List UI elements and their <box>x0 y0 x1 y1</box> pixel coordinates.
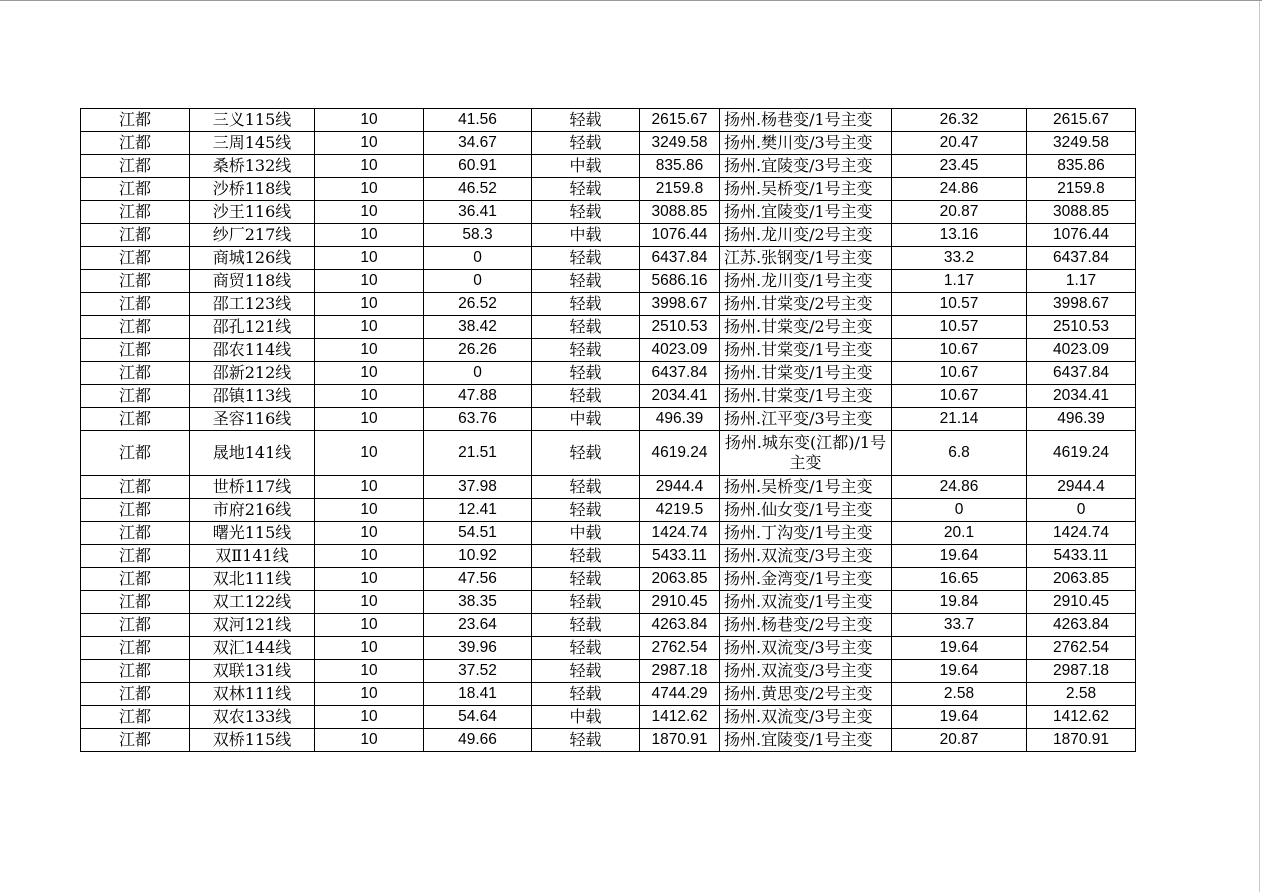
load-status-cell: 轻载 <box>532 660 640 683</box>
substation-transformer-cell: 扬州.双流变/3号主变 <box>720 706 892 729</box>
available-capacity-cell: 2987.18 <box>1027 660 1136 683</box>
line-name-cell: 邵工123线 <box>190 293 315 316</box>
substation-transformer-cell: 扬州.甘棠变/1号主变 <box>720 362 892 385</box>
table-row <box>81 247 1136 270</box>
transformer-load-cell: 19.64 <box>892 706 1027 729</box>
load-status-cell: 中载 <box>532 408 640 431</box>
transformer-load-cell: 19.64 <box>892 637 1027 660</box>
substation-transformer-cell: 扬州.樊川变/3号主变 <box>720 132 892 155</box>
voltage-cell: 10 <box>315 385 424 408</box>
district-cell: 江都 <box>81 729 190 752</box>
transformer-load-cell: 19.64 <box>892 545 1027 568</box>
table-row <box>81 729 1136 752</box>
available-capacity-cell: 6437.84 <box>1027 247 1136 270</box>
capacity-cell: 4219.5 <box>640 499 720 522</box>
table-row <box>81 316 1136 339</box>
voltage-cell: 10 <box>315 362 424 385</box>
available-capacity-cell: 1412.62 <box>1027 706 1136 729</box>
capacity-cell: 6437.84 <box>640 362 720 385</box>
available-capacity-cell: 1.17 <box>1027 270 1136 293</box>
district-cell: 江都 <box>81 545 190 568</box>
table-row <box>81 591 1136 614</box>
district-cell: 江都 <box>81 568 190 591</box>
load-rate-cell: 37.98 <box>424 476 532 499</box>
table-row <box>81 431 1136 476</box>
capacity-cell: 3998.67 <box>640 293 720 316</box>
line-name-cell: 世桥117线 <box>190 476 315 499</box>
transformer-load-cell: 6.8 <box>892 431 1027 476</box>
table-row <box>81 545 1136 568</box>
capacity-cell: 1424.74 <box>640 522 720 545</box>
load-status-cell: 轻载 <box>532 270 640 293</box>
line-name-cell: 纱厂217线 <box>190 224 315 247</box>
transformer-load-cell: 20.87 <box>892 729 1027 752</box>
load-rate-cell: 36.41 <box>424 201 532 224</box>
line-name-cell: 晟地141线 <box>190 431 315 476</box>
substation-transformer-cell: 扬州.甘棠变/1号主变 <box>720 339 892 362</box>
table-row <box>81 660 1136 683</box>
load-rate-cell: 47.56 <box>424 568 532 591</box>
table-row <box>81 270 1136 293</box>
line-name-cell: 双汇144线 <box>190 637 315 660</box>
line-name-cell: 邵镇113线 <box>190 385 315 408</box>
available-capacity-cell: 5433.11 <box>1027 545 1136 568</box>
load-status-cell: 轻载 <box>532 247 640 270</box>
capacity-cell: 2159.8 <box>640 178 720 201</box>
line-name-cell: 三周145线 <box>190 132 315 155</box>
transformer-load-cell: 2.58 <box>892 683 1027 706</box>
substation-transformer-cell: 扬州.双流变/3号主变 <box>720 660 892 683</box>
district-cell: 江都 <box>81 339 190 362</box>
line-name-cell: 邵农114线 <box>190 339 315 362</box>
line-name-cell: 双农133线 <box>190 706 315 729</box>
voltage-cell: 10 <box>315 339 424 362</box>
district-cell: 江都 <box>81 132 190 155</box>
line-name-cell: 桑桥132线 <box>190 155 315 178</box>
substation-transformer-cell: 扬州.仙女变/1号主变 <box>720 499 892 522</box>
voltage-cell: 10 <box>315 499 424 522</box>
voltage-cell: 10 <box>315 132 424 155</box>
substation-transformer-cell: 江苏.张钢变/1号主变 <box>720 247 892 270</box>
table-row <box>81 224 1136 247</box>
transformer-load-cell: 16.65 <box>892 568 1027 591</box>
line-name-cell: 双北111线 <box>190 568 315 591</box>
load-rate-cell: 18.41 <box>424 683 532 706</box>
voltage-cell: 10 <box>315 408 424 431</box>
line-name-cell: 邵新212线 <box>190 362 315 385</box>
voltage-cell: 10 <box>315 109 424 132</box>
district-cell: 江都 <box>81 155 190 178</box>
substation-transformer-cell: 扬州.龙川变/2号主变 <box>720 224 892 247</box>
load-status-cell: 中载 <box>532 706 640 729</box>
available-capacity-cell: 3249.58 <box>1027 132 1136 155</box>
voltage-cell: 10 <box>315 224 424 247</box>
load-rate-cell: 10.92 <box>424 545 532 568</box>
load-status-cell: 轻载 <box>532 339 640 362</box>
voltage-cell: 10 <box>315 591 424 614</box>
voltage-cell: 10 <box>315 545 424 568</box>
transformer-load-cell: 24.86 <box>892 476 1027 499</box>
available-capacity-cell: 2510.53 <box>1027 316 1136 339</box>
district-cell: 江都 <box>81 614 190 637</box>
available-capacity-cell: 2615.67 <box>1027 109 1136 132</box>
capacity-cell: 4023.09 <box>640 339 720 362</box>
table-row <box>81 568 1136 591</box>
load-rate-cell: 37.52 <box>424 660 532 683</box>
line-load-table <box>80 108 1136 752</box>
district-cell: 江都 <box>81 683 190 706</box>
voltage-cell: 10 <box>315 706 424 729</box>
substation-transformer-cell: 扬州.宜陵变/3号主变 <box>720 155 892 178</box>
load-status-cell: 轻载 <box>532 178 640 201</box>
transformer-load-cell: 20.47 <box>892 132 1027 155</box>
substation-transformer-cell: 扬州.黄思变/2号主变 <box>720 683 892 706</box>
transformer-load-cell: 0 <box>892 499 1027 522</box>
transformer-load-cell: 23.45 <box>892 155 1027 178</box>
transformer-load-cell: 20.87 <box>892 201 1027 224</box>
capacity-cell: 835.86 <box>640 155 720 178</box>
load-status-cell: 轻载 <box>532 614 640 637</box>
load-status-cell: 轻载 <box>532 568 640 591</box>
capacity-cell: 6437.84 <box>640 247 720 270</box>
transformer-load-cell: 24.86 <box>892 178 1027 201</box>
district-cell: 江都 <box>81 499 190 522</box>
voltage-cell: 10 <box>315 155 424 178</box>
transformer-load-cell: 20.1 <box>892 522 1027 545</box>
district-cell: 江都 <box>81 660 190 683</box>
transformer-load-cell: 1.17 <box>892 270 1027 293</box>
transformer-load-cell: 10.67 <box>892 362 1027 385</box>
load-rate-cell: 0 <box>424 247 532 270</box>
transformer-load-cell: 13.16 <box>892 224 1027 247</box>
load-rate-cell: 39.96 <box>424 637 532 660</box>
substation-transformer-cell: 扬州.城东变(江都)/1号主变 <box>720 431 892 476</box>
line-name-cell: 商城126线 <box>190 247 315 270</box>
district-cell: 江都 <box>81 109 190 132</box>
available-capacity-cell: 0 <box>1027 499 1136 522</box>
transformer-load-cell: 10.67 <box>892 339 1027 362</box>
line-name-cell: 沙王116线 <box>190 201 315 224</box>
transformer-load-cell: 26.32 <box>892 109 1027 132</box>
capacity-cell: 5686.16 <box>640 270 720 293</box>
district-cell: 江都 <box>81 522 190 545</box>
line-name-cell: 双Ⅱ141线 <box>190 545 315 568</box>
table-row <box>81 178 1136 201</box>
table-row <box>81 683 1136 706</box>
load-status-cell: 中载 <box>532 155 640 178</box>
table-row <box>81 408 1136 431</box>
load-rate-cell: 38.42 <box>424 316 532 339</box>
voltage-cell: 10 <box>315 683 424 706</box>
load-status-cell: 中载 <box>532 522 640 545</box>
district-cell: 江都 <box>81 270 190 293</box>
capacity-cell: 2910.45 <box>640 591 720 614</box>
table-row <box>81 362 1136 385</box>
line-name-cell: 双工122线 <box>190 591 315 614</box>
district-cell: 江都 <box>81 201 190 224</box>
capacity-cell: 2762.54 <box>640 637 720 660</box>
load-rate-cell: 60.91 <box>424 155 532 178</box>
district-cell: 江都 <box>81 431 190 476</box>
line-name-cell: 邵孔121线 <box>190 316 315 339</box>
table-row <box>81 476 1136 499</box>
voltage-cell: 10 <box>315 614 424 637</box>
load-rate-cell: 63.76 <box>424 408 532 431</box>
load-status-cell: 轻载 <box>532 385 640 408</box>
load-status-cell: 轻载 <box>532 362 640 385</box>
transformer-load-cell: 19.64 <box>892 660 1027 683</box>
table-row <box>81 614 1136 637</box>
line-name-cell: 沙桥118线 <box>190 178 315 201</box>
line-name-cell: 圣容116线 <box>190 408 315 431</box>
substation-transformer-cell: 扬州.丁沟变/1号主变 <box>720 522 892 545</box>
district-cell: 江都 <box>81 706 190 729</box>
district-cell: 江都 <box>81 293 190 316</box>
voltage-cell: 10 <box>315 293 424 316</box>
load-rate-cell: 26.26 <box>424 339 532 362</box>
voltage-cell: 10 <box>315 270 424 293</box>
available-capacity-cell: 2762.54 <box>1027 637 1136 660</box>
available-capacity-cell: 2.58 <box>1027 683 1136 706</box>
load-status-cell: 轻载 <box>532 431 640 476</box>
table-row <box>81 293 1136 316</box>
district-cell: 江都 <box>81 362 190 385</box>
district-cell: 江都 <box>81 637 190 660</box>
load-rate-cell: 38.35 <box>424 591 532 614</box>
voltage-cell: 10 <box>315 247 424 270</box>
load-status-cell: 轻载 <box>532 729 640 752</box>
load-rate-cell: 41.56 <box>424 109 532 132</box>
substation-transformer-cell: 扬州.双流变/1号主变 <box>720 591 892 614</box>
capacity-cell: 3088.85 <box>640 201 720 224</box>
capacity-cell: 2063.85 <box>640 568 720 591</box>
available-capacity-cell: 1870.91 <box>1027 729 1136 752</box>
load-rate-cell: 0 <box>424 362 532 385</box>
available-capacity-cell: 1424.74 <box>1027 522 1136 545</box>
load-status-cell: 轻载 <box>532 476 640 499</box>
substation-transformer-cell: 扬州.双流变/3号主变 <box>720 637 892 660</box>
line-name-cell: 双河121线 <box>190 614 315 637</box>
transformer-load-cell: 10.67 <box>892 385 1027 408</box>
voltage-cell: 10 <box>315 201 424 224</box>
load-status-cell: 轻载 <box>532 591 640 614</box>
capacity-cell: 2944.4 <box>640 476 720 499</box>
substation-transformer-cell: 扬州.甘棠变/1号主变 <box>720 385 892 408</box>
substation-transformer-cell: 扬州.甘棠变/2号主变 <box>720 316 892 339</box>
table-row <box>81 132 1136 155</box>
voltage-cell: 10 <box>315 660 424 683</box>
substation-transformer-cell: 扬州.宜陵变/1号主变 <box>720 729 892 752</box>
table-row <box>81 522 1136 545</box>
capacity-cell: 4263.84 <box>640 614 720 637</box>
load-rate-cell: 54.51 <box>424 522 532 545</box>
voltage-cell: 10 <box>315 522 424 545</box>
table-row <box>81 637 1136 660</box>
voltage-cell: 10 <box>315 316 424 339</box>
voltage-cell: 10 <box>315 637 424 660</box>
load-rate-cell: 23.64 <box>424 614 532 637</box>
available-capacity-cell: 4023.09 <box>1027 339 1136 362</box>
load-rate-cell: 54.64 <box>424 706 532 729</box>
load-rate-cell: 26.52 <box>424 293 532 316</box>
load-status-cell: 轻载 <box>532 316 640 339</box>
available-capacity-cell: 2910.45 <box>1027 591 1136 614</box>
load-status-cell: 轻载 <box>532 293 640 316</box>
substation-transformer-cell: 扬州.吴桥变/1号主变 <box>720 476 892 499</box>
capacity-cell: 1076.44 <box>640 224 720 247</box>
district-cell: 江都 <box>81 247 190 270</box>
load-status-cell: 轻载 <box>532 201 640 224</box>
load-status-cell: 轻载 <box>532 132 640 155</box>
capacity-cell: 5433.11 <box>640 545 720 568</box>
transformer-load-cell: 33.2 <box>892 247 1027 270</box>
load-status-cell: 轻载 <box>532 637 640 660</box>
district-cell: 江都 <box>81 408 190 431</box>
available-capacity-cell: 4263.84 <box>1027 614 1136 637</box>
capacity-cell: 1870.91 <box>640 729 720 752</box>
substation-transformer-cell: 扬州.金湾变/1号主变 <box>720 568 892 591</box>
load-status-cell: 轻载 <box>532 545 640 568</box>
substation-transformer-cell: 扬州.杨巷变/1号主变 <box>720 109 892 132</box>
substation-transformer-cell: 扬州.吴桥变/1号主变 <box>720 178 892 201</box>
load-rate-cell: 47.88 <box>424 385 532 408</box>
page-edge <box>1259 1 1260 892</box>
load-rate-cell: 46.52 <box>424 178 532 201</box>
transformer-load-cell: 21.14 <box>892 408 1027 431</box>
load-status-cell: 轻载 <box>532 109 640 132</box>
substation-transformer-cell: 扬州.杨巷变/2号主变 <box>720 614 892 637</box>
voltage-cell: 10 <box>315 178 424 201</box>
load-status-cell: 中载 <box>532 224 640 247</box>
available-capacity-cell: 835.86 <box>1027 155 1136 178</box>
available-capacity-cell: 2159.8 <box>1027 178 1136 201</box>
district-cell: 江都 <box>81 316 190 339</box>
table-row <box>81 385 1136 408</box>
load-rate-cell: 34.67 <box>424 132 532 155</box>
capacity-cell: 3249.58 <box>640 132 720 155</box>
line-name-cell: 双联131线 <box>190 660 315 683</box>
capacity-cell: 2510.53 <box>640 316 720 339</box>
district-cell: 江都 <box>81 224 190 247</box>
line-name-cell: 三义115线 <box>190 109 315 132</box>
capacity-cell: 2987.18 <box>640 660 720 683</box>
district-cell: 江都 <box>81 591 190 614</box>
voltage-cell: 10 <box>315 568 424 591</box>
available-capacity-cell: 3998.67 <box>1027 293 1136 316</box>
transformer-load-cell: 19.84 <box>892 591 1027 614</box>
substation-transformer-cell: 扬州.江平变/3号主变 <box>720 408 892 431</box>
load-rate-cell: 12.41 <box>424 499 532 522</box>
capacity-cell: 496.39 <box>640 408 720 431</box>
capacity-cell: 4619.24 <box>640 431 720 476</box>
table-row <box>81 339 1136 362</box>
table-row <box>81 499 1136 522</box>
district-cell: 江都 <box>81 385 190 408</box>
line-name-cell: 双林111线 <box>190 683 315 706</box>
transformer-load-cell: 33.7 <box>892 614 1027 637</box>
available-capacity-cell: 6437.84 <box>1027 362 1136 385</box>
line-name-cell: 商贸118线 <box>190 270 315 293</box>
available-capacity-cell: 2034.41 <box>1027 385 1136 408</box>
substation-transformer-cell: 扬州.宜陵变/1号主变 <box>720 201 892 224</box>
line-name-cell: 市府216线 <box>190 499 315 522</box>
substation-transformer-cell: 扬州.甘棠变/2号主变 <box>720 293 892 316</box>
load-status-cell: 轻载 <box>532 683 640 706</box>
capacity-cell: 2615.67 <box>640 109 720 132</box>
available-capacity-cell: 2063.85 <box>1027 568 1136 591</box>
table-row <box>81 109 1136 132</box>
load-rate-cell: 58.3 <box>424 224 532 247</box>
transformer-load-cell: 10.57 <box>892 293 1027 316</box>
capacity-cell: 1412.62 <box>640 706 720 729</box>
available-capacity-cell: 4619.24 <box>1027 431 1136 476</box>
load-rate-cell: 0 <box>424 270 532 293</box>
capacity-cell: 4744.29 <box>640 683 720 706</box>
load-status-cell: 轻载 <box>532 499 640 522</box>
load-rate-cell: 21.51 <box>424 431 532 476</box>
line-name-cell: 双桥115线 <box>190 729 315 752</box>
voltage-cell: 10 <box>315 431 424 476</box>
district-cell: 江都 <box>81 178 190 201</box>
line-name-cell: 曙光115线 <box>190 522 315 545</box>
load-rate-cell: 49.66 <box>424 729 532 752</box>
table-row <box>81 155 1136 178</box>
available-capacity-cell: 2944.4 <box>1027 476 1136 499</box>
table-body <box>81 109 1136 752</box>
voltage-cell: 10 <box>315 729 424 752</box>
table-row <box>81 706 1136 729</box>
district-cell: 江都 <box>81 476 190 499</box>
transformer-load-cell: 10.57 <box>892 316 1027 339</box>
capacity-cell: 2034.41 <box>640 385 720 408</box>
voltage-cell: 10 <box>315 476 424 499</box>
table-row <box>81 201 1136 224</box>
available-capacity-cell: 496.39 <box>1027 408 1136 431</box>
available-capacity-cell: 1076.44 <box>1027 224 1136 247</box>
substation-transformer-cell: 扬州.龙川变/1号主变 <box>720 270 892 293</box>
available-capacity-cell: 3088.85 <box>1027 201 1136 224</box>
substation-transformer-cell: 扬州.双流变/3号主变 <box>720 545 892 568</box>
